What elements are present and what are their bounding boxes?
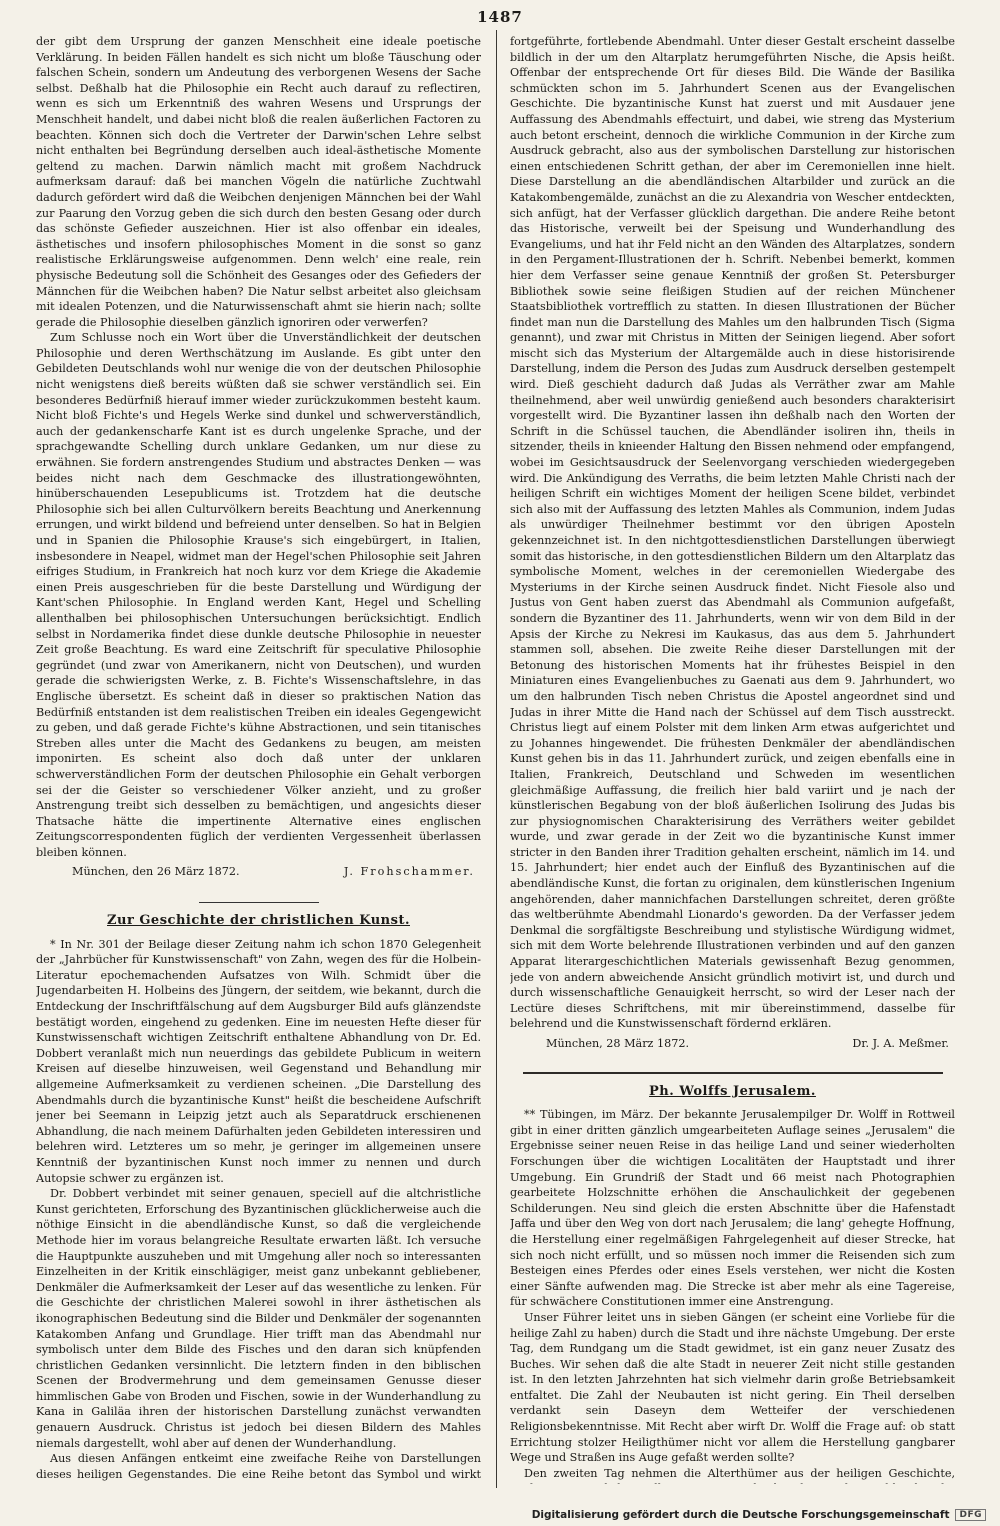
- section-rule: [199, 902, 319, 903]
- page-number: 1487: [477, 8, 523, 26]
- article-paragraph: Dr. Dobbert verbindet mit seiner genauen, speciell auf die altchristliche Kunst gerichteten, Erforschung des Byzantinischen glücklicherweise auch die nöthige Einsicht in die abendländische Kunst, so daß die vergleichende Methode hier im voraus belangreiche Resultate erwarten läßt. Ich versuche die Hauptpunkte auszuheben und mit Umgehung aller noch so interessanten Einzelheiten in der Kritik einschlägiger, meist ganz unbekannt gebliebener, Denkmäler die Aufmerksamkeit der Leser auf das wesentliche zu lenken. Für die Geschichte der christlichen Malerei sowohl in ihrer ästhetischen als ikonographischen Bedeutung sind die Bilder und Denkmäler der sogenannten Katakomben Anfang und Grundlage. Hier trifft man das Abendmahl nur symbolisch unter dem Bilde des Fisches und den daran sich knüpfenden christlichen Gedanken versinnlicht. Die letztern finden in den biblischen Scenen der Brodvermehrung und dem gemeinsamen Genusse dieser himmlischen Gabe von Broden und Fischen, sowie in der Wunderhandlung zu Kana in Galiläa ihren der historischen Darstellung zunächst verwandten genauern Ausdruck. Christus ist jedoch bei diesen Bildern des Mahles niemals dargestellt, wohl aber auf denen der Wunderhandlung.: [36, 1187, 481, 1450]
- article-paragraph: fortgeführte, fortlebende Abendmahl. Unter dieser Gestalt erscheint dasselbe bildlich in der um den Altarplatz herumgeführten Nische, die Apsis heißt. Offenbar der entsprechende Ort für dieses Bild. Die Wände der Basilika schmückten schon im 5. Jahrhundert Scenen aus der Evangelischen Geschichte. Die byzantinische Kunst hat zuerst und mit Ausdauer jene Auffassung des Abendmahls effectuirt, und dabei, wie streng das Mysterium auch betont erscheint, dennoch die wirkliche Communion in der Kirche zum Ausdruck gebracht, also aus der symbolischen Darstellung zur historischen einen entschiedenen Schritt gethan, der aber im Ceremoniellen inne hielt. Diese Darstellung an die abendländischen Altarbilder und zurück an die Katakombengemälde, zunächst an die zu Alexandria von Wescher entdeckten, sich anfügt, hat der Verfasser glücklich dargethan. Die andere Reihe betont das Historische, verweilt bei der Speisung und Wunderhandlung des Evangeliums, und hat ihr Feld nicht an den Wänden des Altarplatzes, sondern in den Pergament-Illustrationen der h. Schrift. Nebenbei bemerkt, kommen hier dem Verfasser seine genaue Kenntniß der großen St. Petersburger Bibliothek sowie seine fleißigen Studien auf der reichen Münchener Staatsbibliothek vortrefflich zu statten. In diesen Illustrationen der Bücher findet man nun die Darstellung des Mahles um den halbrunden Tisch (Sigma genannt), und zwar mit Christus in Mitten der Seinigen liegend. Aber sofort mischt sich das Mysterium der Altargemälde auch in diese historisirende Darstellung, indem die Person des Judas zum Ausdruck derselben gestempelt wird. Dieß geschieht dadurch daß Judas als Verräther zwar am Mahle theilnehmend, aber weil unwürdig genießend auch besonders charakterisirt vorgestellt wird. Die Byzantiner lassen ihn deßhalb nach den Worten der Schrift in die Schüssel tauchen, die Abendländer isoliren ihn, theils in sitzender, theils in knieender Haltung den Bissen nehmend oder empfangend, wobei im Gesichtsausdruck der Seelenvorgang verschieden wiedergegeben wird. Die Ankündigung des Verraths, die beim letzten Mahle Christi nach der heiligen Schrift ein wichtiges Moment der heiligen Scene bildet, verbindet sich also mit der Auffassung des letzten Mahles als Communion, indem Judas als unwürdiger Theilnehmer bestimmt vor den übrigen Aposteln gekennzeichnet ist. In den nichtgottesdienstlichen Darstellungen überwiegt somit das historische, in den gottesdienstlichen Bildern um den Altarplatz das symbolische Moment, welches in der ceremoniellen Wiedergabe des Mysteriums in der Kirche seinen Ausdruck findet. Nicht Fiesole also und Justus von Gent haben zuerst das Abendmahl als Communion aufgefaßt, sondern die Byzantiner des 11. Jahrhunderts, wenn wir von dem Bild in der Apsis der Kirche zu Nekresi im Kaukasus, das aus dem 5. Jahrhundert stammen soll, absehen. Die zweite Reihe dieser Darstellungen mit der Betonung des historischen Moments hat ihr frühestes Beispiel in den Miniaturen eines Evangelienbuches zu Gaenati aus dem 9. Jahrhundert, wo um den halbrunden Tisch neben Christus die Apostel angeordnet sind und Judas in ihrer Mitte die Hand nach der Schüssel auf dem Tisch ausstreckt. Christus liegt auf einem Polster mit dem linken Arm etwas aufgerichtet und zu Johannes hingewendet. Die frühesten Denkmäler der abendländischen Kunst gehen bis in das 11. Jahrhundert zurück, und zeigen ebenfalls eine in Italien, Frankreich, Deutschland und Schweden im wesentlichen gleichmäßige Auffassung, die freilich hier bald variirt und je nach der künstlerischen Begabung von der bloß äußerlichen Isolirung des Judas bis zur physiognomischen Charakterisirung des Verräthers weiter gebildet wurde, und zwar gerade in der Zeit wo die byzantinische Kunst immer stricter in den Banden ihrer Tradition gehalten erscheint, nämlich im 14. und 15. Jahrhundert; hier endet auch der Einfluß des Byzantinischen auf die abendländische Kunst, die fortan zu originalen, dem künstlerischen Ingenium angehörenden, daher mannichfachen Darstellungen schreitet, deren größte das weltberühmte Abendmahl Lionardo's geworden. Da der Verfasser jedem Denkmal die sorgfältigste Beschreibung und stylistische Würdigung widmet, sich mit dem Worte belehrende Illustrationen verbinden und auf den ganzen Apparat literargeschichtlichen Materials gewissenhaft Bezug genommen, jede von andern abweichende Ansicht gründlich motivirt ist, und durch und durch wissenschaftliche Genauigkeit herrscht, so wird der Leser nach der Lectüre dieses Schriftchens, mit mir übereinstimmend, dasselbe für belehrend und die Kunstwissenschaft fördernd erklären.: [510, 35, 955, 1031]
- article-paragraph: Aus diesen Anfängen entkeimt eine zweifache Reihe von Darstellungen dieses heiligen Gegenstandes. Die eine Reihe betont das Symbol und wirkt: [36, 1452, 481, 1481]
- right-column: [510, 34, 955, 1484]
- article-paragraph: ** Tübingen, im März. Der bekannte Jerusalempilger Dr. Wolff in Rottweil gibt in einer dritten gänzlich umgearbeiteten Auflage seines „Jerusalem" die Ergebnisse seiner neuen Reise in das heilige Land und seiner wiederholten Forschungen über die wichtigen Localitäten der Hauptstadt und ihrer Umgebung. Ein Grundriß der Stadt und 66 meist nach Photographien gearbeitete Holzschnitte erhöhen die Anschaulichkeit der gegebenen Schilderungen. Neu sind gleich die ersten Abschnitte über die Hafenstadt Jaffa und über den Weg von dort nach Jerusalem; die lang' gehegte Hoffnung, die Herstellung einer regelmäßigen Fahrgelegenheit auf dieser Strecke, hat sich noch nicht erfüllt, und so müssen noch immer die Reisenden sich zum Besteigen eines Pferdes oder eines Esels verstehen, wer nicht die Kosten einer Sänfte aufwenden mag. Die Strecke ist aber mehr als eine Tagereise, für schwächere Constitutionen immer eine Anstrengung.: [510, 1108, 955, 1309]
- article-paragraph: der gibt dem Ursprung der ganzen Menschheit eine ideale poetische Verklärung. In beiden Fällen handelt es sich nicht um bloße Täuschung oder falschen Schein, sondern um Andeutung des verborgenen Wesens der Sache selbst. Deßhalb hat die Philosophie ein Recht auch darauf zu reflectiren, wenn es sich um Erkenntniß des wahren Wesens und Ursprungs der Menschheit handelt, und dabei nicht bloß die realen äußerlichen Factoren zu beachten. Können sich doch die Vertreter der Darwin'schen Lehre selbst nicht enthalten bei Begründung derselben auch ideal-ästhetische Momente geltend zu machen. Darwin nämlich macht mit großem Nachdruck aufmerksam darauf: daß bei manchen Vögeln die natürliche Zuchtwahl dadurch gefördert wird daß die Weibchen denjenigen Männchen bei der Wahl zur Paarung den Vorzug geben die sich durch den besten Gesang oder durch das schönste Gefieder auszeichnen. Hier ist also offenbar ein ideales, ästhetisches und insofern philosophisches Moment in die sonst so ganz realistische Erklärungsweise aufgenommen. Denn welch' eine reale, rein physische Bedeutung soll die Schönheit des Gesanges oder des Gefieders der Männchen für die Weibchen haben? Die Natur selbst arbeitet also gleichsam mit idealen Potenzen, und die Naturwissenschaft ahmt sie hierin nach; sollte gerade die Philosophie dieselben gänzlich ignoriren oder verwerfen?: [36, 35, 481, 329]
- signature-line: [36, 860, 481, 880]
- signature-place-date: München, 28 März 1872.: [546, 1037, 690, 1050]
- signature-place-date: München, den 26 März 1872.: [72, 865, 240, 879]
- section-rule: [523, 1072, 943, 1074]
- article-paragraph: Unser Führer leitet uns in sieben Gängen (er scheint eine Vorliebe für die heilige Zahl zu haben) durch die Stadt und ihre nächste Umgebung. Der erste Tag, dem Rundgang um die Stadt gewidmet, ist ein ganz neuer Zusatz des Buches. Wir sehen daß die alte Stadt in neuerer Zeit nicht stille gestanden ist. In den letzten Jahrzehnten hat sich vielmehr darin große Betriebsamkeit entfaltet. Die Zahl der Neubauten ist nicht gering. Ein Theil derselben verdankt sein Daseyn dem Wetteifer der verschiedenen Religionsbekenntnisse. Mit Recht aber wirft Dr. Wolff die Frage auf: ob statt Errichtung stolzer Heiligthümer nicht vor allem die Herstellung gangbarer Wege und Straßen ins Auge gefaßt werden sollte?: [510, 1310, 955, 1465]
- left-column: [36, 34, 481, 1484]
- column-divider: [496, 30, 497, 1488]
- signature-name: Dr. J. A. Meßmer.: [852, 1037, 949, 1050]
- article-paragraph: * In Nr. 301 der Beilage dieser Zeitung nahm ich schon 1870 Gelegenheit der „Jahrbücher für Kunstwissenschaft" von Zahn, wegen des für die Holbein-Literatur epochemachenden Aufsatzes von Wilh. Schmidt über die Jugendarbeiten H. Holbeins des Jüngern, der seitdem, wie bekannt, durch die Entdeckung der Inschriftfälschung auf dem Augsburger Bild aufs glänzendste bestätigt worden, eingehend zu gedenken. Eine im neuesten Hefte dieser für Kunstwissenschaft wichtigen Zeitschrift enthaltene Abhandlung von Dr. Ed. Dobbert veranlaßt mich nun neuerdings das gebildete Publicum in weitern Kreisen auf dieselbe hinzuweisen, weil Gegenstand und Behandlung mir allgemeine Aufmerksamkeit zu verdienen scheinen. „Die Darstellung des Abendmahls durch die byzantinische Kunst" heißt die bescheidene Aufschrift jener bei Seemann in Leipzig jetzt auch als Separatdruck erschienenen Abhandlung, die nach meinem Dafürhalten jeden Gebildeten interessiren und belehren wird. Letzteres um so mehr, je geringer im allgemeinen unsere Kenntniß der byzantinischen Kunst noch immer zu nennen und durch Autopsie schwer zu ergänzen ist.: [36, 937, 481, 1185]
- digitization-credit: Digitalisierung gefördert durch die Deutsche Forschungsgemeinschaft: [531, 1509, 950, 1521]
- dfg-logo-icon: DFG: [955, 1509, 986, 1521]
- signature-name: J. Frohschammer.: [343, 865, 475, 879]
- article-paragraph: Zum Schlusse noch ein Wort über die Unverständlichkeit der deutschen Philosophie und deren Werthschätzung im Auslande. Es gibt unter den Gebildeten Deutschlands wohl nur wenige die von der deutschen Philosophie nicht wenigstens dieß bereits wüßten daß sie schwer verständlich sei. Ein besonderes Bedürfniß hierauf immer wieder zurückzukommen besteht kaum. Nicht bloß Fichte's und Hegels Werke sind dunkel und schwerverständlich, auch der gedankenscharfe Kant ist es durch ungelenke Sprache, und der sprachgewandte Schelling durch unklare Gedanken, um nur diese zu erwähnen. Sie fordern anstrengendes Studium und abstractes Denken — was beides nicht nach dem Geschmacke des illustrationgewöhnten, hinüberschauenden Lesepublicums ist. Trotzdem hat die deutsche Philosophie sich bei allen Culturvölkern bereits Beachtung und Anerkennung errungen, und wirkt bildend und befreiend unter denselben. So hat in Belgien und in Spanien die Philosophie Krause's sich eingebürgert, in Italien, insbesondere in Neapel, widmet man der Hegel'schen Philosophie seit Jahren eifriges Studium, in Frankreich hat noch kurz vor dem Kriege die Akademie einen Preis ausgeschrieben für die beste Darstellung und Würdigung der Kant'schen Philosophie. In England werden Kant, Hegel und Schelling allenthalben bei philosophischen Untersuchungen berücksichtigt. Endlich selbst in Nordamerika findet diese dunkle deutsche Philosophie in neuester Zeit große Beachtung. Es ward eine Zeitschrift für speculative Philosophie gegründet (und zwar von Amerikanern, nicht von Deutschen), und wurden gerade die schwierigsten Werke, z. B. Fichte's Wissenschaftslehre, in das Englische übersetzt. Es scheint daß in dieser so praktischen Nation das Bedürfniß entstanden ist dem realistischen Treiben ein ideales Gegengewicht zu geben, und daß gerade Fichte's kühne Abstractionen, und sein titanisches Streben alles unter die Macht des Gedankens zu beugen, am meisten imponirten. Es scheint also doch daß unter der unklaren schwerverständlichen Form der deutschen Philosophie ein Gehalt verborgen sei der die Geister so verschiedener Völker anzieht, und zu großer Anstrengung treibt sich desselben zu bemächtigen, und angesichts dieser Thatsache hätte die impertinente Alternative eines englischen Zeitungscorrespondenten füglich der verdienten Vergessenheit überlassen bleiben können.: [36, 331, 481, 859]
- section-heading: Ph. Wolffs Jerusalem.: [649, 1083, 816, 1099]
- section-heading: Zur Geschichte der christlichen Kunst.: [107, 913, 410, 929]
- footer-bar: [0, 1504, 1000, 1526]
- article-paragraph: Den zweiten Tag nehmen die Alterthümer aus der heiligen Geschichte,: [524, 1466, 955, 1480]
- signature-line: [510, 1032, 955, 1052]
